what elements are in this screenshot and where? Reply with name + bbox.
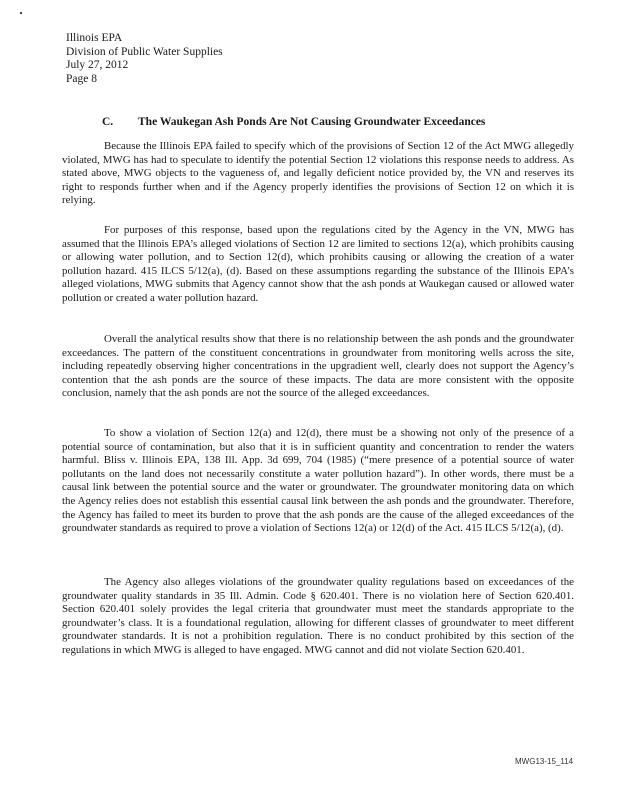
section-letter: C.	[102, 116, 114, 128]
header-division: Division of Public Water Supplies	[66, 45, 223, 58]
header-date: July 27, 2012	[66, 59, 129, 72]
paragraph-1: Because the Illinois EPA failed to specify which of the provisions of Section 12 of the Act MWG allegedly violated, MWG has had to speculate to identify the potential Section 12 violations this response needs to address. As stated above, MWG objects to the vagueness of, and legally deficient notice provided by, the VN and reserves its right to responds further when and if the Agency properly identifies the provisions of Section 12 on which it is relying.	[62, 140, 574, 207]
paragraph-5: The Agency also alleges violations of the groundwater quality regulations based on exceedances of the groundwater quality standards in 35 Ill. Admin. Code § 620.401. There is no violation here of Section 620.401. Section 620.401 solely provides the legal criteria that groundwater must meet the standards appropriate to the groundwater’s class. It is a foundational regulation, allowing for different classes of groundwater to meet different groundwater standards. It is not a prohibition regulation. There is no conduct prohibited by this section of the regulations in which MWG is alleged to have engaged. MWG cannot and did not violate Section 620.401.	[62, 576, 574, 656]
letter-header	[66, 32, 223, 86]
section-title: The Waukegan Ash Ponds Are Not Causing Groundwater Exceedances	[138, 116, 486, 128]
paragraph-4: To show a violation of Section 12(a) and 12(d), there must be a showing not only of the presence of a potential source of contamination, but also that it is in sufficient quantity and concentration to render the waters harmful. Bliss v. Illinois EPA, 138 Ill. App. 3d 699, 704 (1985) (“mere presence of a potential source of water pollutants on the land does not necessarily constitute a water pollution hazard”). In other words, there must be a causal link between the potential source and the water or groundwater. The groundwater monitoring data on which the Agency relies does not establish this essential causal link between the ash ponds and the groundwater. Therefore, the Agency has failed to meet its burden to prove that the ash ponds are the cause of the alleged exceedances of the groundwater standards as required to prove a violation of Sections 12(a) or 12(d) of the Act. 415 ILCS 5/12(a), (d).	[62, 427, 574, 535]
scan-speck	[20, 12, 22, 14]
bates-number: MWG13-15_114	[515, 757, 574, 766]
paragraph-3: Overall the analytical results show that there is no relationship between the ash ponds and the groundwater exceedances. The pattern of the constituent concentrations in groundwater from monitoring wells across the site, including repeatedly observing higher concentrations in the upgradient well, clearly does not support the Agency’s contention that the ash ponds are the source of these impacts. The data are more consistent with the opposite conclusion, namely that the ash ponds are not the source of the alleged exceedances.	[62, 333, 574, 400]
section-heading	[102, 116, 485, 128]
paragraph-2: For purposes of this response, based upon the regulations cited by the Agency in the VN, MWG has assumed that the Illinois EPA’s alleged violations of Section 12 are limited to sections 12(a), which prohibits causing or allowing water pollution, and to Section 12(d), which prohibits causing or allowing the creation of a water pollution hazard. 415 ILCS 5/12(a), (d). Based on these assumptions regarding the substance of the Illinois EPA’s alleged violations, MWG submits that Agency cannot show that the ash ponds at Waukegan caused or allowed water pollution or created a water pollution hazard.	[62, 224, 574, 304]
header-agency: Illinois EPA	[66, 32, 123, 44]
header-page-number: Page 8	[66, 72, 97, 85]
